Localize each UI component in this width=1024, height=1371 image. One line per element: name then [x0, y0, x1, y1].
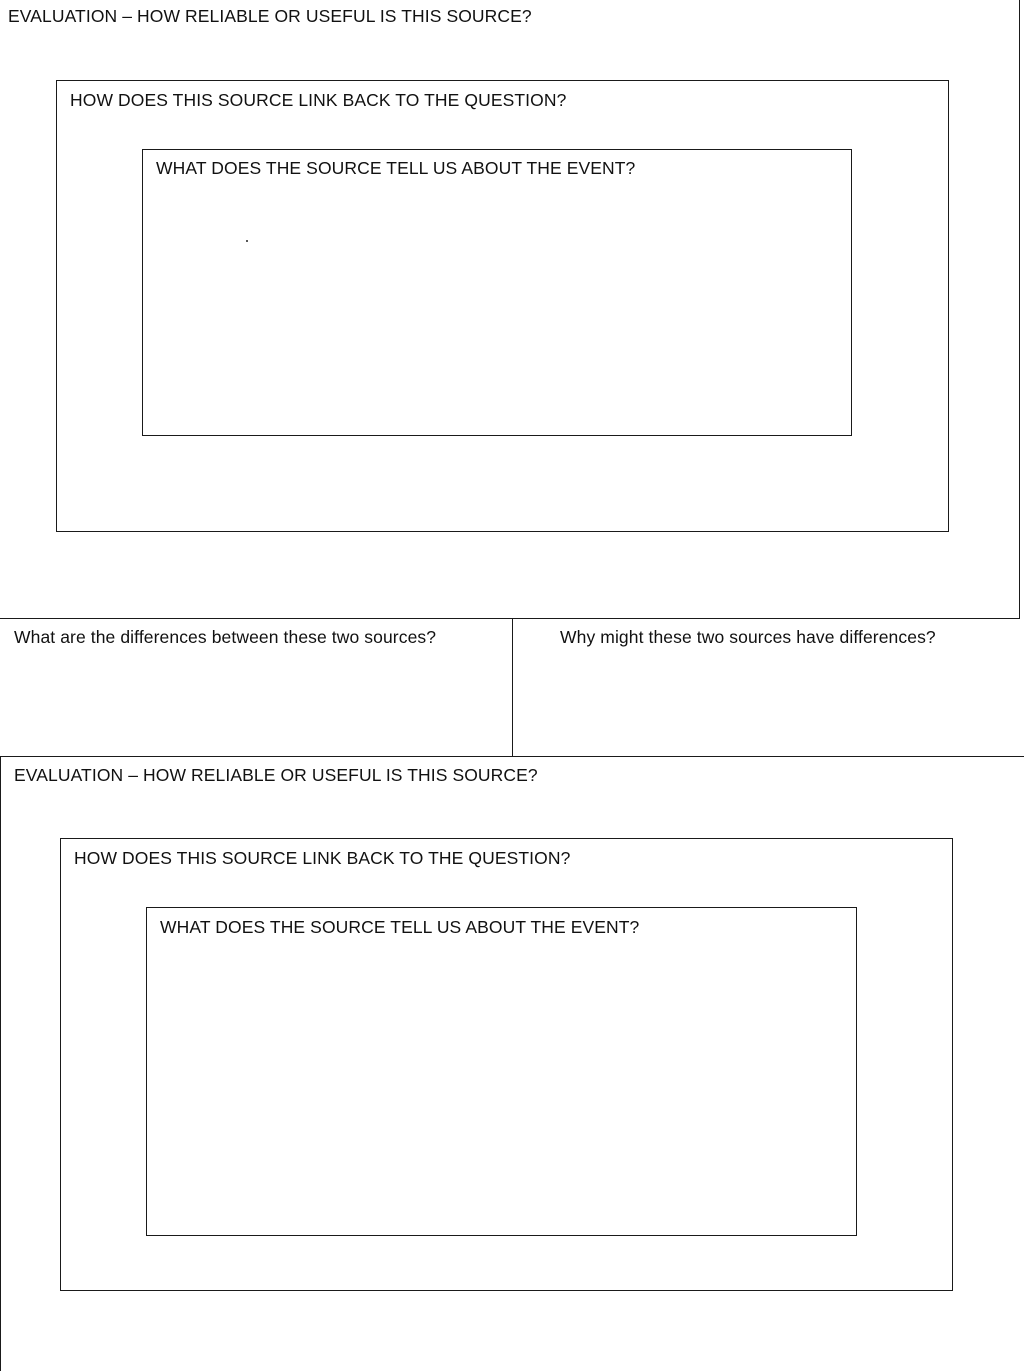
top-evaluation-label: EVALUATION – HOW RELIABLE OR USEFUL IS THIS SOURCE? [8, 6, 532, 26]
top-source-event-box[interactable] [142, 149, 852, 436]
bottom-source-event-box[interactable] [146, 907, 857, 1236]
bottom-source-event-label: WHAT DOES THE SOURCE TELL US ABOUT THE EVENT? [160, 917, 640, 937]
top-source-event-label: WHAT DOES THE SOURCE TELL US ABOUT THE EVENT? [156, 158, 636, 178]
bottom-evaluation-label: EVALUATION – HOW RELIABLE OR USEFUL IS THIS SOURCE? [14, 765, 538, 785]
differences-box[interactable] [0, 618, 513, 757]
why-differences-label: Why might these two sources have differences? [560, 627, 936, 647]
top-link-question-label: HOW DOES THIS SOURCE LINK BACK TO THE QUESTION? [70, 90, 567, 110]
stray-dot-mark [246, 240, 248, 242]
differences-label: What are the differences between these two sources? [14, 627, 437, 647]
why-differences-box[interactable] [512, 618, 1024, 757]
bottom-link-question-label: HOW DOES THIS SOURCE LINK BACK TO THE QUESTION? [74, 848, 571, 868]
